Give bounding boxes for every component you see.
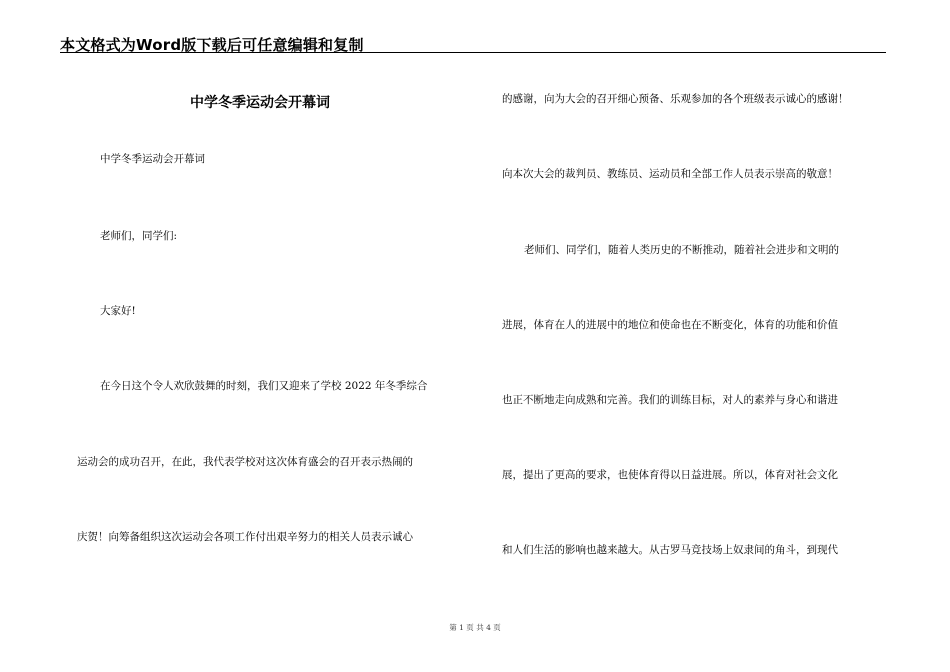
page-footer: 第 1 页 共 4 页 [449, 623, 501, 632]
left-line-6: 庆贺！向筹备组织这次运动会各项工作付出艰辛努力的相关人员表示诚心 [77, 531, 413, 543]
right-line-5: 也正不断地走向成熟和完善。我们的训练目标，对人的素养与身心和谐进 [502, 394, 838, 406]
right-line-1: 的感谢，向为大会的召开细心预备、乐观参加的各个班级表示诚心的感谢！ [502, 93, 849, 105]
header-divider [60, 52, 886, 53]
right-line-3: 老师们、同学们，随着人类历史的不断推动，随着社会进步和文明的 [524, 244, 839, 256]
right-line-2: 向本次大会的裁判员、教练员、运动员和全部工作人员表示崇高的敬意！ [502, 168, 838, 180]
header-banner: 本文格式为Word版下载后可任意编辑和复制 [60, 36, 364, 54]
right-line-4: 进展，体育在人的进展中的地位和使命也在不断变化，体育的功能和价值 [502, 319, 838, 331]
left-line-1: 中学冬季运动会开幕词 [100, 153, 205, 165]
left-line-3: 大家好! [100, 305, 136, 317]
right-line-7: 和人们生活的影响也越来越大。从古罗马竞技场上奴隶间的角斗，到现代 [502, 544, 838, 556]
left-line-4: 在今日这个令人欢欣鼓舞的时刻，我们又迎来了学校 2022 年冬季综合 [100, 380, 428, 392]
right-line-6: 展，提出了更高的要求，也使体育得以日益进展。所以，体育对社会文化 [502, 469, 838, 481]
left-line-5: 运动会的成功召开，在此，我代表学校对这次体育盛会的召开表示热闹的 [77, 456, 413, 468]
document-title: 中学冬季运动会开幕词 [190, 95, 330, 111]
left-line-2: 老师们，同学们: [100, 230, 178, 242]
